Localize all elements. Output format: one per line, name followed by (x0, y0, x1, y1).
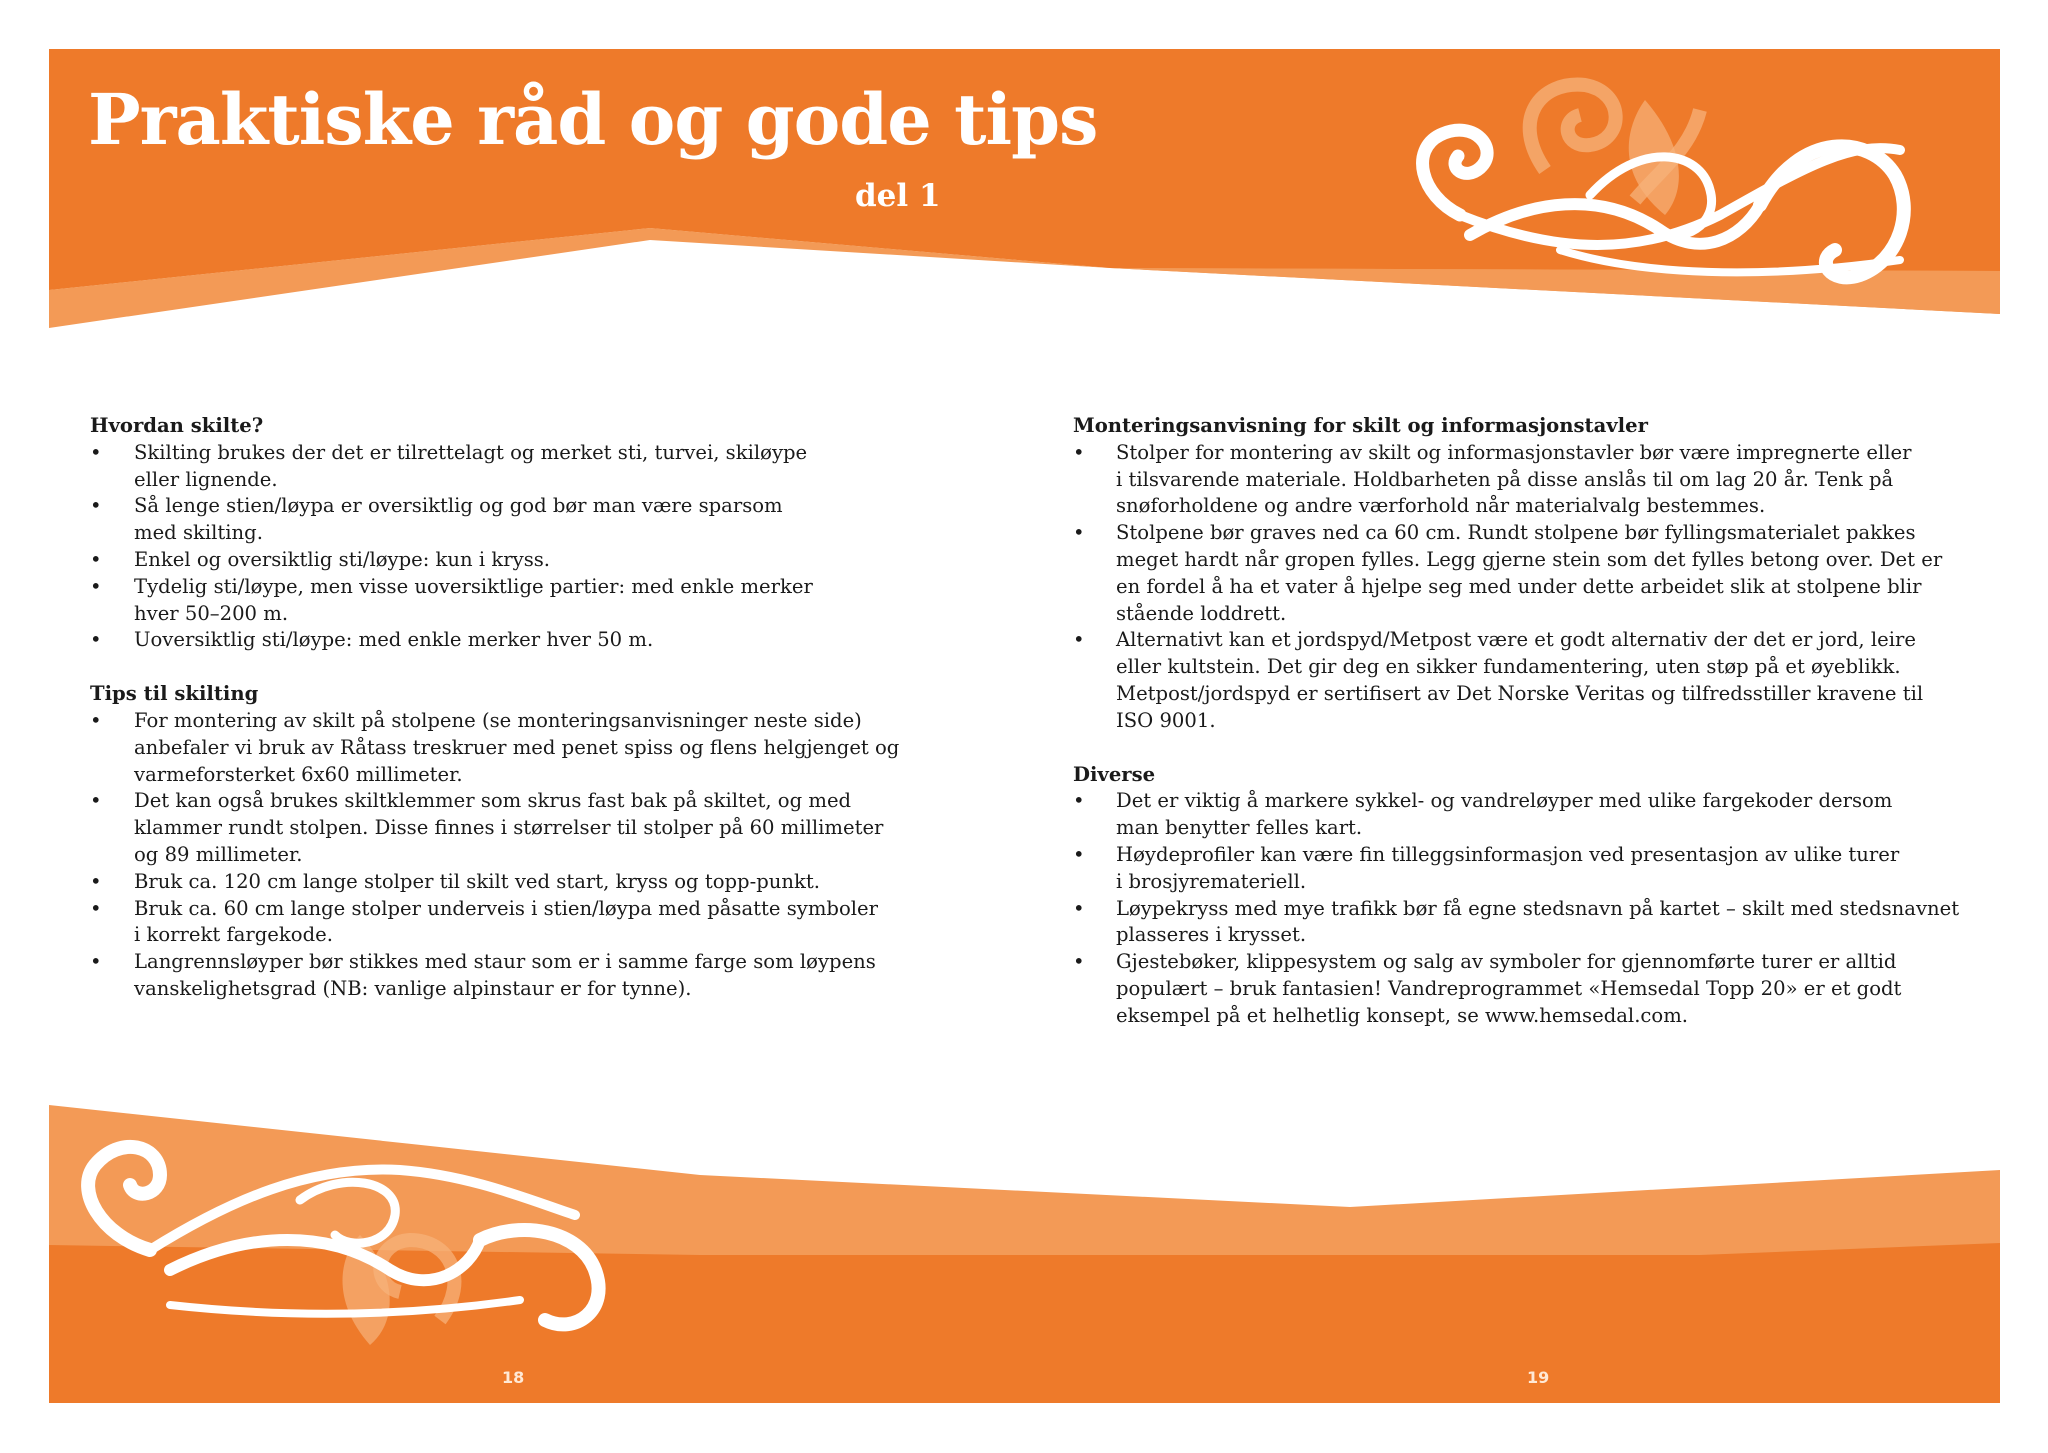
section-title-hvordan-skilte: Hvordan skilte? (90, 414, 264, 437)
bullet-icon: • (90, 574, 102, 598)
bullet-icon: • (1073, 896, 1085, 920)
list-item: • Stolpene bør graves ned ca 60 cm. Rundt stolpene bør fyllingsmaterialet pakkes meget hardt når gropen fylles. Legg gjerne stein som det fylles betong over. Det er en fordel å ha et vater å hjelpe seg med under dette arbeidet slik at stolpene blir stående loddrett. (1073, 521, 1943, 625)
bullet-icon: • (90, 869, 102, 893)
bullet-icon: • (1073, 842, 1085, 866)
list-item: • Gjestebøker, klippesystem og salg av symboler for gjennomførte turer er alltid populært – bruk fantasien! Vandreprogrammet «Hemsedal Topp 20» er et godt eksempel på et helhetlig konsept, se www.hemsedal.com. (1073, 950, 1902, 1027)
page-subtitle: del 1 (855, 178, 941, 214)
bullet-icon: • (90, 708, 102, 732)
page-number-right: 19 (1527, 1368, 1550, 1387)
list-item: • Det er viktig å markere sykkel- og vandreløyper med ulike fargekoder dersom man benytter felles kart. (1073, 789, 1893, 840)
left-column (90, 413, 960, 1030)
list-item: • Høydeprofiler kan være fin tilleggsinformasjon ved presentasjon av ulike turer i brosjyremateriell. (1073, 842, 1900, 893)
bullet-icon: • (90, 440, 102, 464)
section-title-monteringsanvisning: Monteringsanvisning for skilt og informasjonstavler (1073, 414, 1648, 437)
bullet-list-monteringsanvisning (1073, 440, 1993, 735)
bullet-list-hvordan-skilte (90, 440, 960, 654)
bullet-icon: • (1073, 789, 1085, 813)
list-item: • Alternativt kan et jordspyd/Metpost være et godt alternativ der det er jord, leire eller kultstein. Det gir deg en sikker fundamentering, uten støp på et øyeblikk. Metpost/jordspyd er sertifisert av Det Norske Veritas og tilfredsstiller kravene til ISO 9001. (1073, 628, 1924, 732)
bullet-icon: • (90, 494, 102, 518)
list-item: • Bruk ca. 120 cm lange stolper til skilt ved start, kryss og topp-punkt. (90, 869, 960, 896)
bullet-list-diverse (1073, 788, 1993, 1029)
list-item: • Bruk ca. 60 cm lange stolper underveis i stien/løypa med påsatte symboler i korrekt fargekode. (90, 896, 878, 947)
list-item: • Tydelig sti/løype, men visse uoversiktlige partier: med enkle merker hver 50–200 m. (90, 574, 813, 625)
bullet-list-tips-til-skilting (90, 708, 960, 1003)
list-item: • Uoversiktlig sti/løype: med enkle merker hver 50 m. (90, 627, 960, 654)
bullet-icon: • (1073, 628, 1085, 652)
bullet-icon: • (90, 896, 102, 920)
bullet-icon: • (90, 789, 102, 813)
page-title: Praktiske råd og gode tips (88, 78, 1098, 161)
list-item: • Det kan også brukes skiltklemmer som skrus fast bak på skiltet, og med klammer rundt stolpen. Disse finnes i størrelser til stolper på 60 millimeter og 89 millimeter. (90, 789, 884, 866)
footer-band-dark (49, 1243, 2000, 1403)
bullet-icon: • (1073, 440, 1085, 464)
page-number-left: 18 (502, 1368, 525, 1387)
list-item: • Løypekryss med mye trafikk bør få egne stedsnavn på kartet – skilt med stedsnavnet plasseres i krysset. (1073, 896, 1960, 947)
list-item: • Stolper for montering av skilt og informasjonstavler bør være impregnerte eller i tilsvarende materiale. Holdbarheten på disse anslås til om lag 20 år. Tenk på snøforholdene og andre værforhold når materialvalg bestemmes. (1073, 440, 1912, 518)
list-item: • Så lenge stien/løypa er oversiktlig og god bør man være sparsom med skilting. (90, 494, 783, 545)
list-item: • Skilting brukes der det er tilrettelagt og merket sti, turvei, skiløype eller lignende. (90, 440, 808, 491)
section-title-tips-til-skilting: Tips til skilting (90, 682, 259, 706)
bullet-icon: • (90, 628, 102, 652)
list-item: • Langrennsløyper bør stikkes med staur som er i samme farge som løypens vanskelighetsgrad (NB: vanlige alpinstaur er for tynne). (90, 950, 876, 1000)
list-item: • Enkel og oversiktlig sti/løype: kun i kryss. (90, 547, 960, 574)
section-title-diverse: Diverse (1073, 762, 1156, 786)
right-column (1073, 413, 1993, 1057)
bullet-icon: • (90, 547, 102, 571)
bullet-icon: • (1073, 950, 1085, 974)
bullet-icon: • (90, 950, 102, 974)
bullet-icon: • (1073, 521, 1085, 545)
list-item: • For montering av skilt på stolpene (se monteringsanvisninger neste side) anbefaler vi bruk av Råtass treskruer med penet spiss og flens helgjenget og varmeforsterket 6x60 millimeter. (90, 708, 900, 786)
